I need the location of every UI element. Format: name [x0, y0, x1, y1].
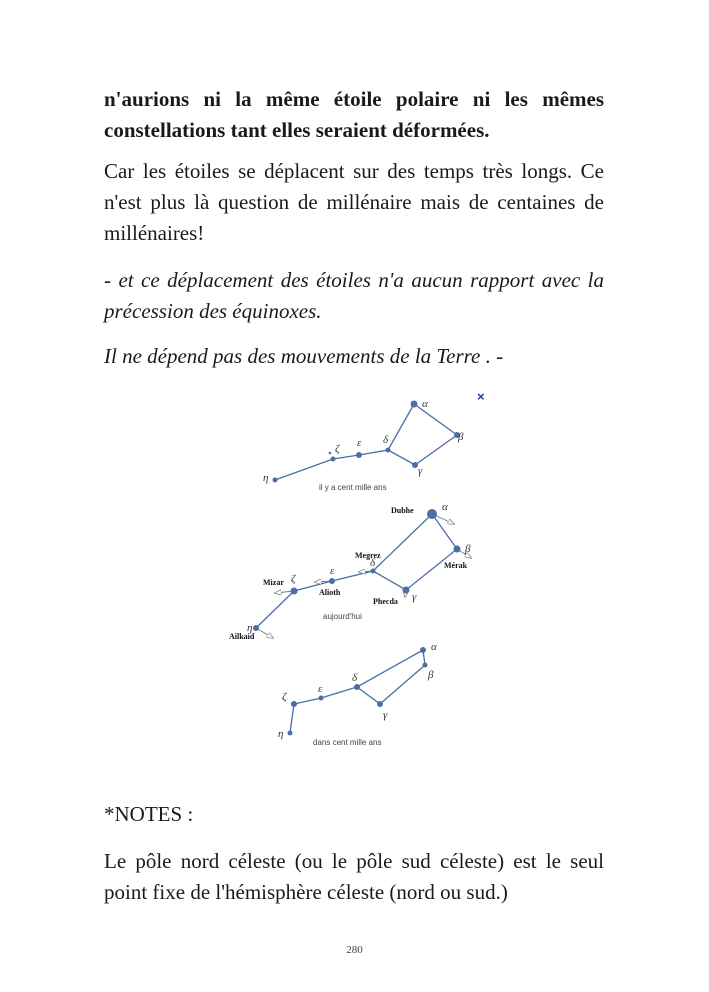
constellation-past: [275, 404, 457, 480]
label-zeta-future: ζ: [282, 691, 287, 703]
star-name-megrez: Megrez: [355, 551, 381, 560]
paragraph-star-motion: Car les étoiles se déplacent sur des temps très longs. Ce n'est plus là question de millénaire mais de centaines de millénaires!: [104, 159, 604, 245]
constellation-present: [256, 514, 457, 628]
caption-present: aujourd'hui: [323, 612, 362, 621]
label-alpha-future: α: [431, 641, 437, 653]
label-epsilon-present: ε: [330, 565, 335, 577]
label-beta-future: β: [428, 669, 434, 681]
label-gamma-present: γ: [412, 591, 417, 603]
label-eta-future: η: [278, 728, 284, 740]
label-gamma-past: γ: [418, 465, 423, 477]
label-beta-present: β: [465, 543, 471, 555]
star-name-merak: Mérak: [444, 561, 468, 570]
caption-past: il y a cent mille ans: [319, 483, 387, 492]
page-number: 280: [346, 944, 363, 956]
label-gamma-future: γ: [383, 709, 388, 721]
label-epsilon-future: ε: [318, 683, 323, 695]
star-name-alioth: Alioth: [319, 588, 341, 597]
label-delta-past: δ: [383, 434, 389, 446]
big-dipper-figure: [225, 388, 505, 760]
star-name-mizar: Mizar: [263, 578, 284, 587]
motion-arrows-present: [256, 514, 471, 638]
continuation-line-2: constellations tant elles seraient déformées.: [104, 118, 490, 142]
stars-future: [288, 647, 428, 736]
label-zeta-present: ζ: [291, 573, 296, 585]
label-delta-future: δ: [352, 672, 358, 684]
big-dipper-diagram: [225, 388, 505, 760]
label-alpha-past: α: [422, 398, 428, 410]
continuation-paragraph: [104, 84, 604, 146]
label-eta-present: η: [247, 622, 253, 634]
label-epsilon-past: ε: [357, 437, 362, 449]
continuation-line-1: n'aurions ni la même étoile polaire ni les mêmes: [104, 87, 604, 111]
label-beta-past: β: [458, 431, 464, 443]
star-name-alkaid: Ailkaid: [229, 632, 255, 641]
label-alpha-present: α: [442, 501, 448, 513]
paragraph-precession: - et ce déplacement des étoiles n'a aucun rapport avec la précession des équinoxes.: [104, 268, 604, 323]
label-zeta-past: ζ: [335, 443, 340, 455]
star-name-phecda: Phecda: [373, 597, 398, 606]
star-name-dubhe: Dubhe: [391, 506, 414, 515]
paragraph-earth: Il ne dépend pas des mouvements de la Terre . -: [104, 344, 504, 368]
label-eta-past: η: [263, 472, 269, 484]
notes-heading: *NOTES :: [104, 802, 194, 826]
caption-future: dans cent mille ans: [313, 738, 382, 747]
notes-text: Le pôle nord céleste (ou le pôle sud céleste) est le seul point fixe de l'hémisphère céleste (nord ou sud.): [104, 849, 604, 904]
close-mark-icon: ×: [477, 389, 485, 404]
constellation-future: [290, 650, 425, 733]
label-delta-present: δ: [370, 557, 376, 569]
